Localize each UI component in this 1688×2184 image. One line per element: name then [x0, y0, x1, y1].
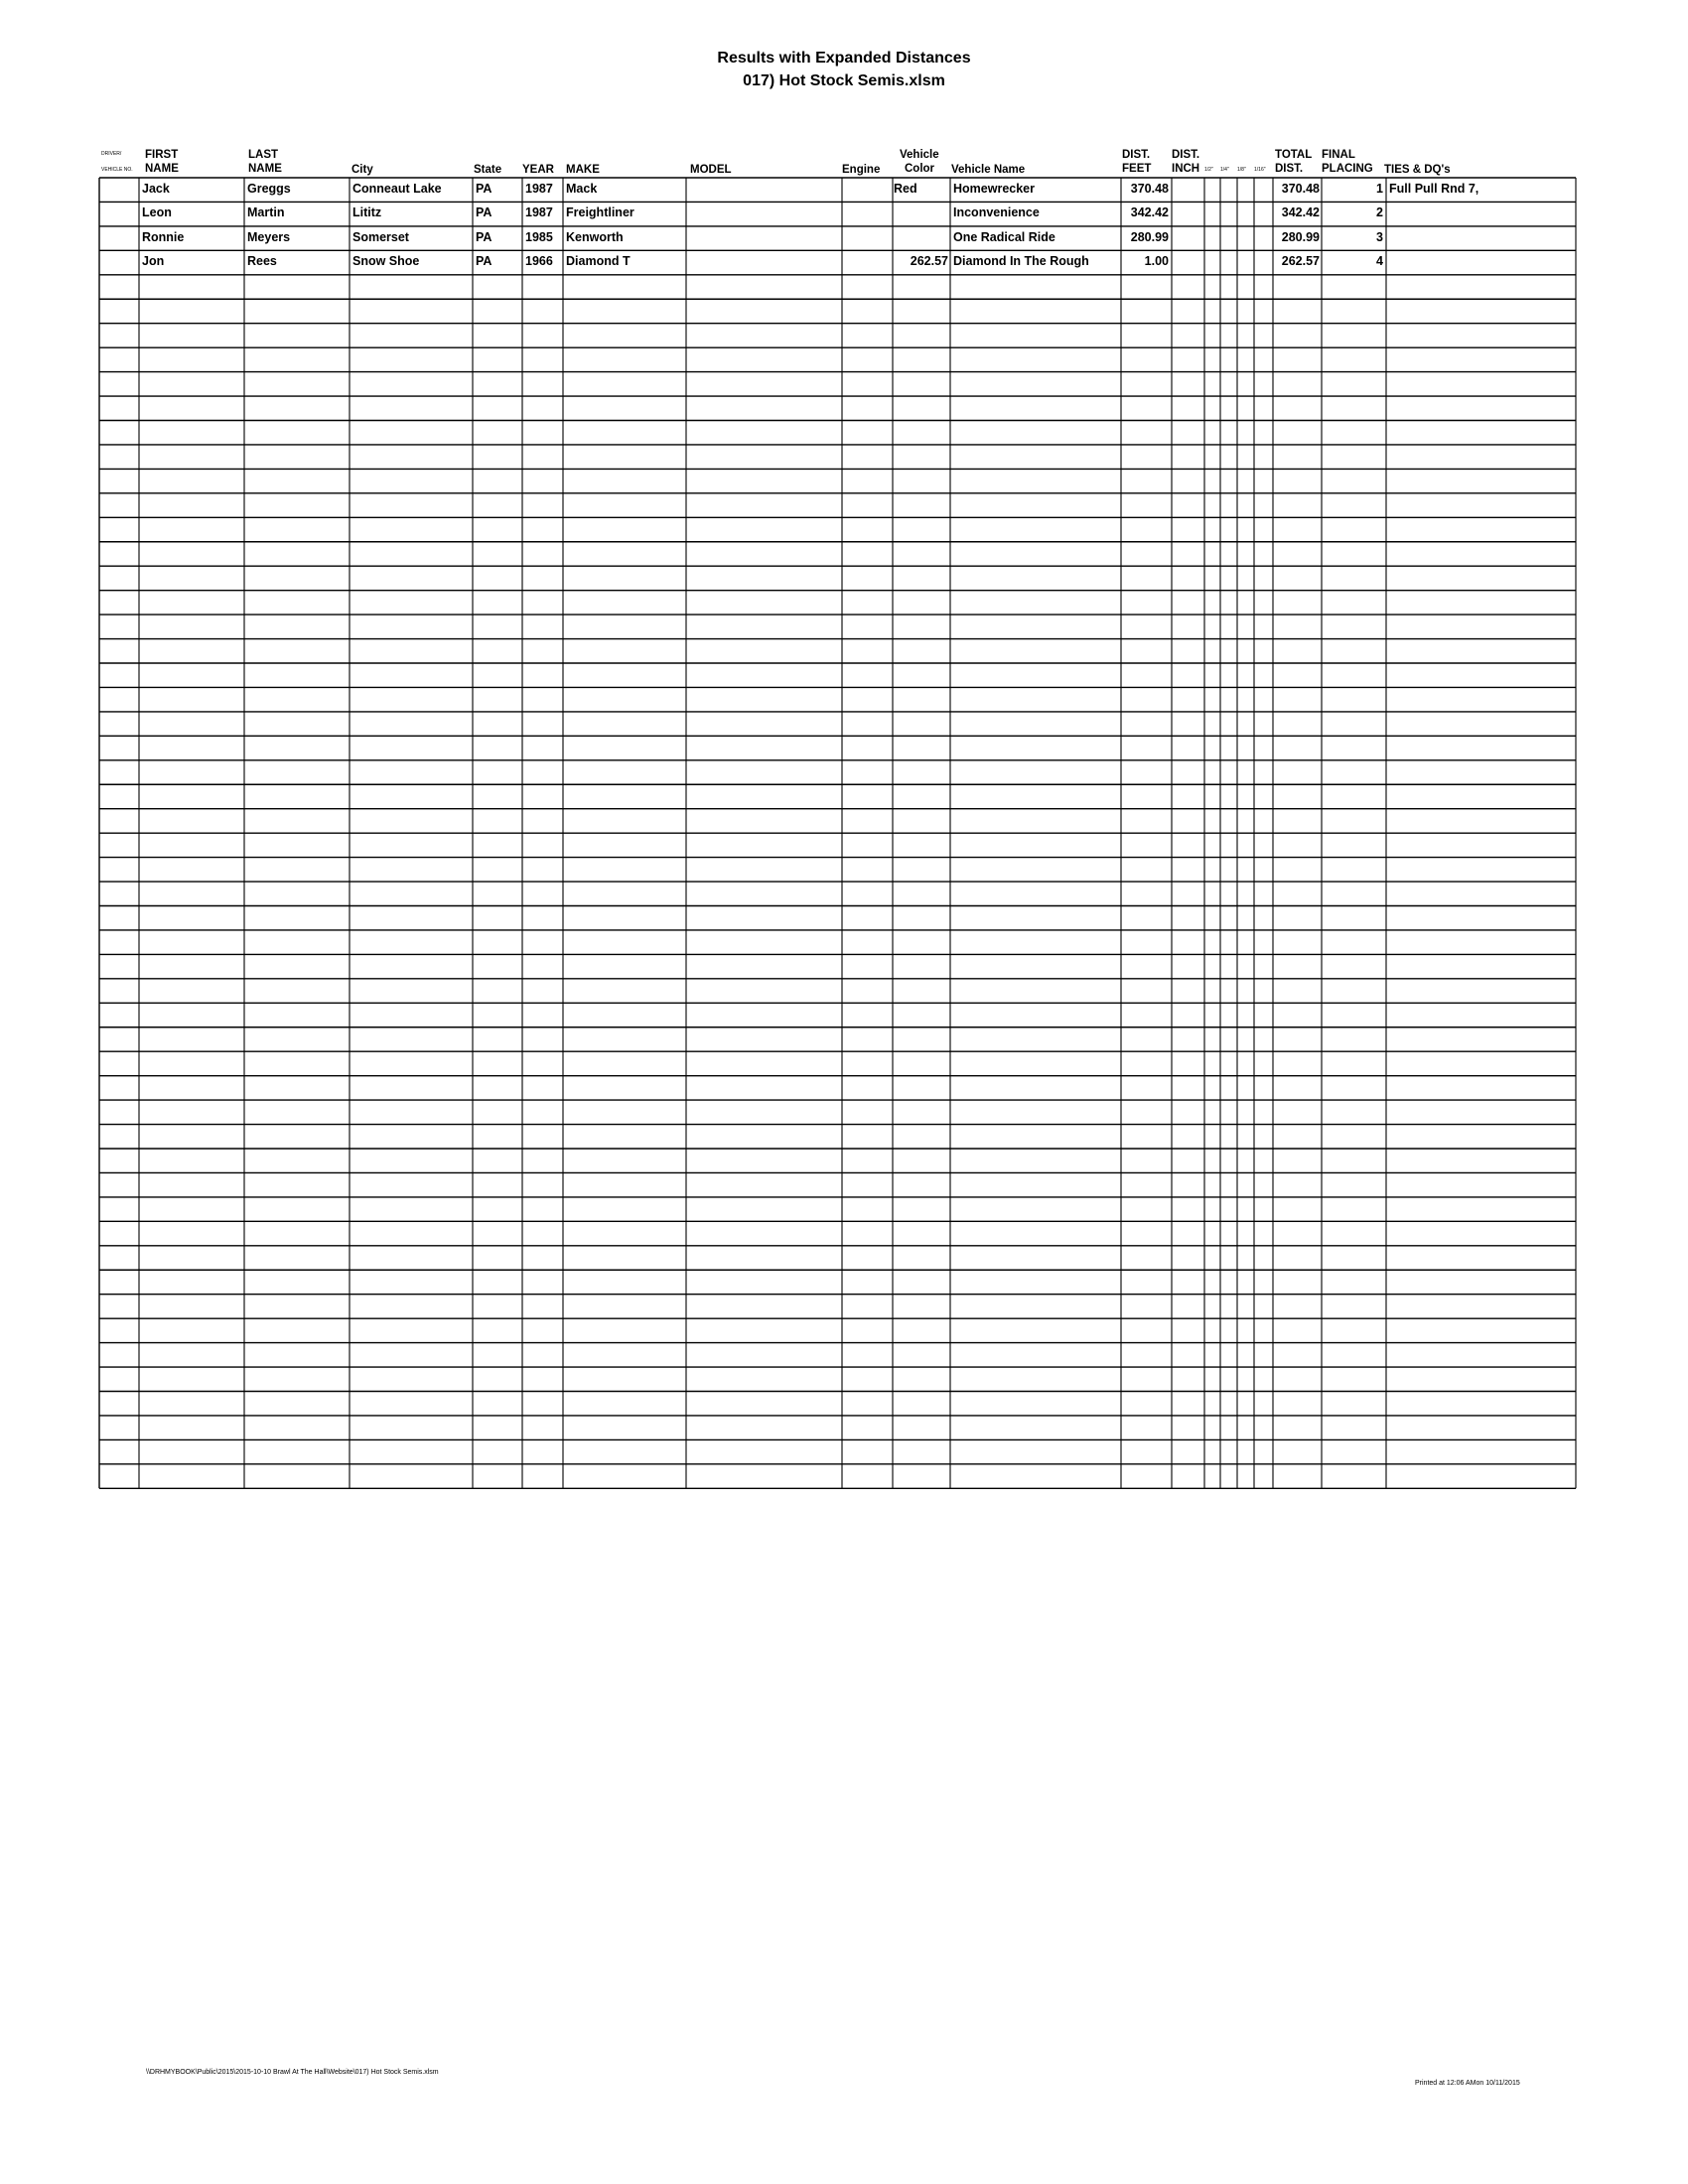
cell-final-placing: 1: [1376, 182, 1383, 196]
col-frac-quarter: 1/4": [1220, 167, 1229, 173]
col-frac-half: 1/2": [1204, 167, 1213, 173]
cell-year: 1987: [525, 205, 553, 220]
footer-printed-timestamp: Printed at 12:06 AMon 10/11/2015: [1415, 2080, 1520, 2087]
cell-first-name: Jon: [142, 254, 165, 269]
footer-file-path: \\DRHMYBOOK\Public\2015\2015-10-10 Brawl At The Hall\Website\017) Hot Stock Semis.xlsm: [146, 2069, 439, 2076]
col-model: MODEL: [690, 164, 732, 176]
col-last-line1: LAST: [248, 149, 279, 161]
cell-total-dist: 370.48: [1281, 182, 1320, 196]
col-total-line2: DIST.: [1275, 163, 1304, 175]
col-vehicle-name: Vehicle Name: [951, 164, 1026, 176]
cell-city: Lititz: [352, 205, 382, 220]
col-frac-eighth: 1/8": [1237, 167, 1246, 173]
col-last-line2: NAME: [248, 163, 282, 175]
cell-vehicle-color: Red: [894, 182, 917, 196]
col-driver-line2: VEHICLE NO.: [101, 167, 133, 173]
cell-vehicle-color: 262.57: [910, 254, 948, 269]
cell-year: 1987: [525, 182, 553, 196]
cell-dist-feet: 280.99: [1130, 229, 1169, 244]
col-inch-line2: INCH: [1172, 163, 1200, 175]
col-feet-line2: FEET: [1122, 163, 1152, 175]
cell-city: Snow Shoe: [352, 254, 420, 269]
cell-city: Conneaut Lake: [352, 182, 442, 196]
cell-first-name: Leon: [142, 205, 172, 220]
cell-state: PA: [476, 182, 492, 196]
cell-last-name: Martin: [247, 205, 285, 220]
cell-final-placing: 3: [1376, 229, 1383, 244]
cell-year: 1985: [525, 229, 553, 244]
col-state: State: [474, 164, 502, 176]
cell-make: Freightliner: [566, 205, 634, 220]
cell-last-name: Greggs: [247, 182, 291, 196]
col-first-line2: NAME: [145, 163, 179, 175]
col-placing-line2: PLACING: [1322, 163, 1373, 175]
cell-dist-feet: 1.00: [1144, 254, 1169, 269]
col-total-line1: TOTAL: [1275, 149, 1313, 161]
cell-total-dist: 342.42: [1281, 205, 1320, 220]
cell-last-name: Meyers: [247, 229, 291, 244]
report-subtitle: 017) Hot Stock Semis.xlsm: [743, 72, 945, 89]
cell-dist-feet: 342.42: [1130, 205, 1169, 220]
col-city: City: [352, 164, 373, 176]
cell-vehicle-name: One Radical Ride: [953, 229, 1055, 244]
cell-state: PA: [476, 229, 492, 244]
cell-state: PA: [476, 254, 492, 269]
cell-make: Kenworth: [566, 229, 624, 244]
cell-vehicle-name: Inconvenience: [953, 205, 1040, 220]
col-first-line1: FIRST: [145, 149, 179, 161]
report-title: Results with Expanded Distances: [717, 50, 971, 67]
cell-final-placing: 4: [1376, 254, 1383, 269]
col-make: MAKE: [566, 164, 600, 176]
col-placing-line1: FINAL: [1322, 149, 1355, 161]
cell-last-name: Rees: [247, 254, 277, 269]
cell-total-dist: 262.57: [1281, 254, 1320, 269]
cell-dist-feet: 370.48: [1130, 182, 1169, 196]
cell-first-name: Ronnie: [142, 229, 185, 244]
cell-total-dist: 280.99: [1281, 229, 1320, 244]
cell-make: Diamond T: [566, 254, 631, 269]
cell-first-name: Jack: [142, 182, 170, 196]
col-color-line2: Color: [905, 163, 935, 175]
col-feet-line1: DIST.: [1122, 149, 1151, 161]
col-year: YEAR: [522, 164, 554, 176]
col-inch-line1: DIST.: [1172, 149, 1200, 161]
cell-state: PA: [476, 205, 492, 220]
cell-city: Somerset: [352, 229, 409, 244]
col-frac-sixteenth: 1/16": [1254, 167, 1266, 173]
cell-year: 1966: [525, 254, 553, 269]
cell-vehicle-name: Homewrecker: [953, 182, 1035, 196]
cell-final-placing: 2: [1376, 205, 1383, 220]
col-driver-line1: DRIVER/: [101, 151, 122, 157]
col-color-line1: Vehicle: [900, 149, 939, 161]
col-ties: TIES & DQ's: [1384, 164, 1451, 176]
cell-make: Mack: [566, 182, 598, 196]
col-engine: Engine: [842, 164, 881, 176]
cell-vehicle-name: Diamond In The Rough: [953, 254, 1089, 269]
cell-ties-dqs: Full Pull Rnd 7,: [1389, 182, 1479, 196]
